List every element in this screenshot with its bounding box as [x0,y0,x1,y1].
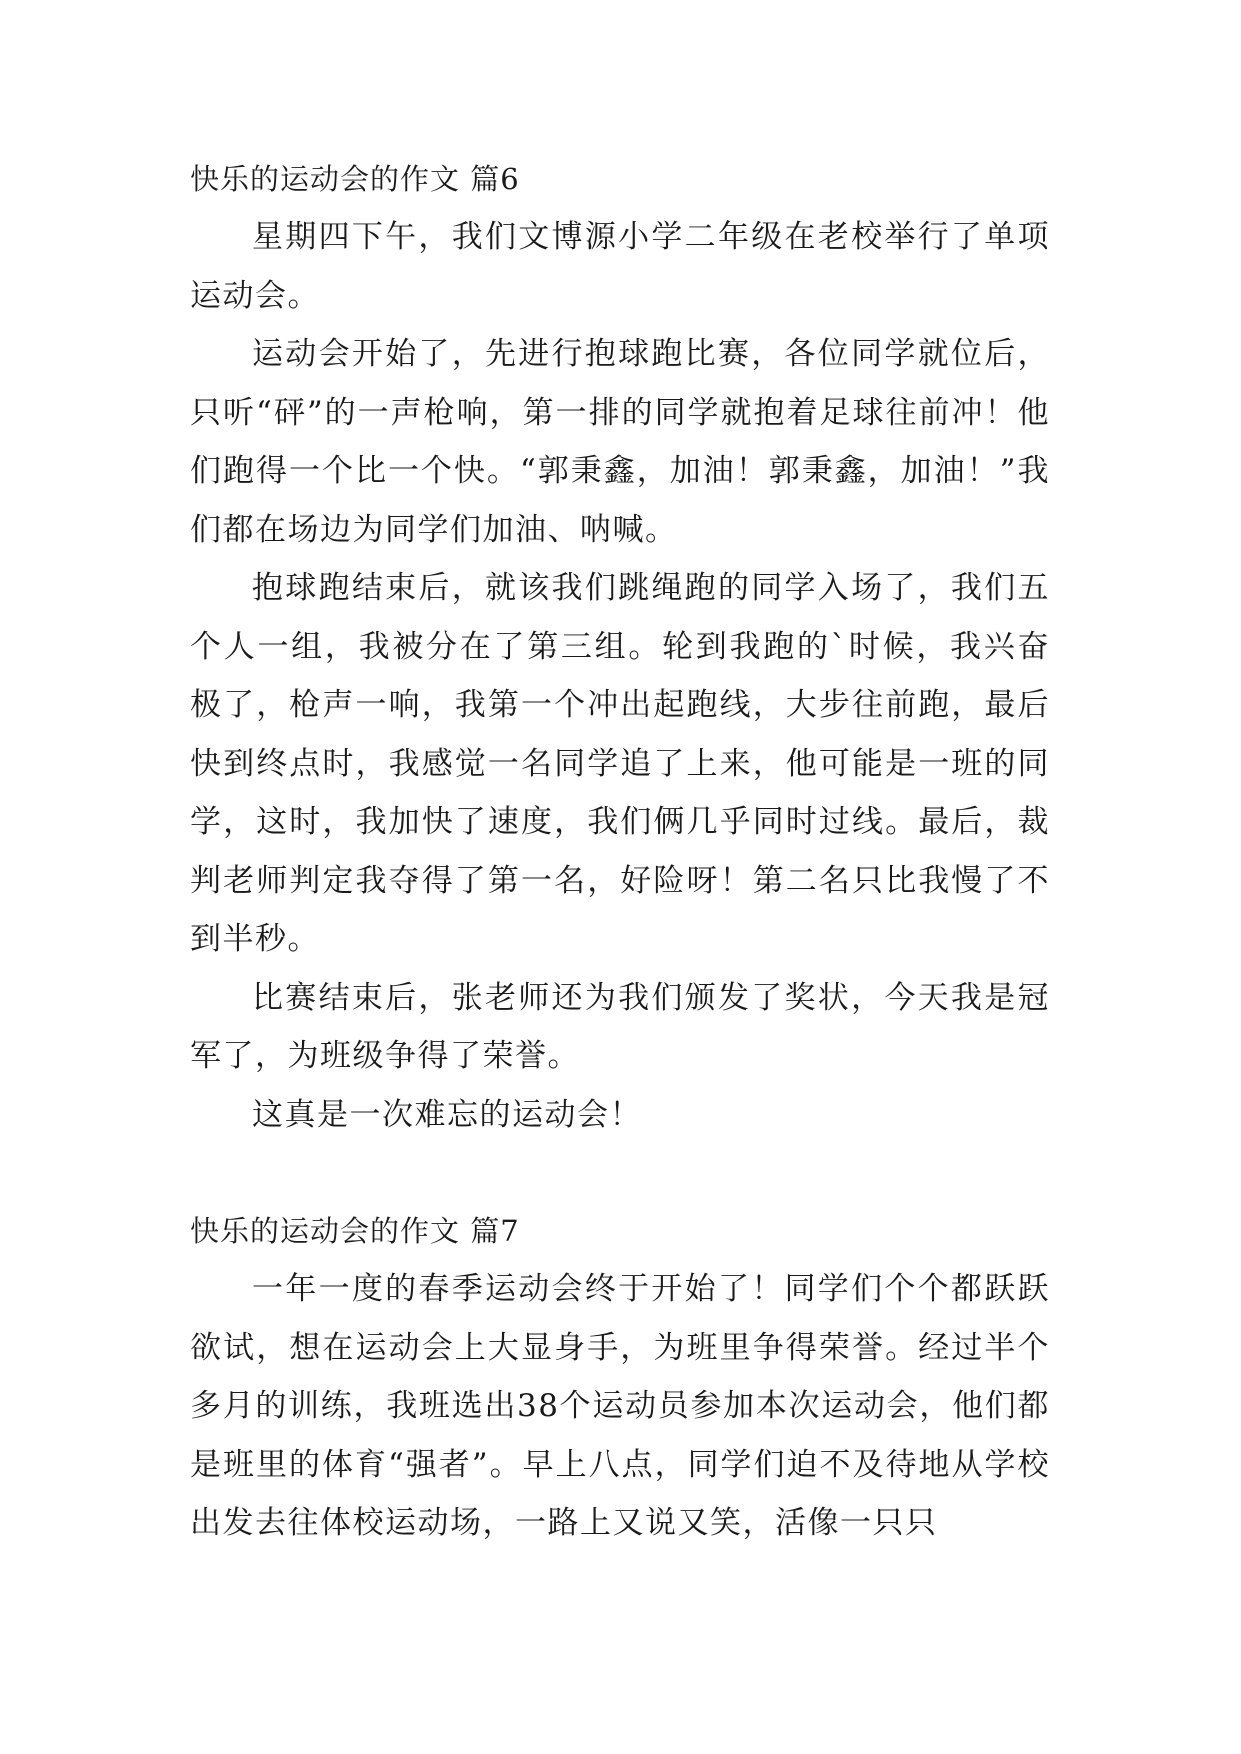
paragraph: 一年一度的春季运动会终于开始了！同学们个个都跃跃欲试，想在运动会上大显身手，为班里争得荣誉。经过半个多月的训练，我班选出38个运动员参加本次运动会，他们都是班里的体育“强者”。早上八点，同学们迫不及待地从学校出发去往体校运动场，一路上又说又笑，活像一只只 [190,1271,1050,1541]
document-page [190,150,1050,1553]
paragraph: 运动会开始了，先进行抱球跑比赛，各位同学就位后，只听“砰”的一声枪响，第一排的同学就抱着足球往前冲！他们跑得一个比一个快。“郭秉鑫，加油！郭秉鑫，加油！”我们都在场边为同学们加油、呐喊。 [190,336,1050,548]
paragraph: 星期四下午，我们文博源小学二年级在老校举行了单项运动会。 [190,219,1050,314]
paragraph: 抱球跑结束后，就该我们跳绳跑的同学入场了，我们五个人一组，我被分在了第三组。轮到我跑的`时候，我兴奋极了，枪声一响，我第一个冲出起跑线，大步往前跑，最后快到终点时，我感觉一名同学追了上来，他可能是一班的同学，这时，我加快了速度，我们俩几乎同时过线。最后，裁判老师判定我夺得了第一名，好险呀！第二名只比我慢了不到半秒。 [190,570,1050,957]
section-gap [190,1144,1050,1202]
essay-section-6 [190,150,1050,1144]
section-heading: 快乐的运动会的作文 篇6 [190,162,520,196]
paragraph: 这真是一次难忘的运动会！ [252,1096,642,1133]
section-heading: 快乐的运动会的作文 篇7 [190,1214,520,1248]
paragraph: 比赛结束后，张老师还为我们颁发了奖状，今天我是冠军了，为班级争得了荣誉。 [190,979,1050,1074]
essay-section-7 [190,1202,1050,1553]
